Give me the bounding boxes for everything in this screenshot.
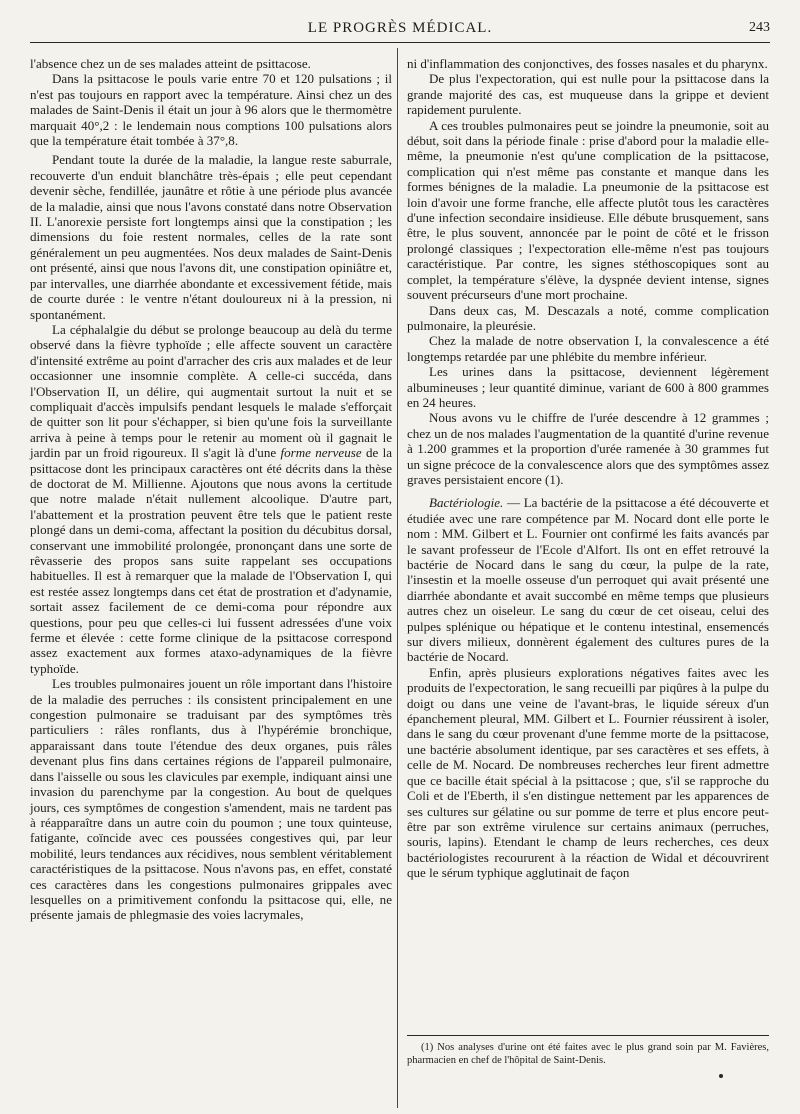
text-run: de la psittacose dont les principaux caractères ont été décrits dans la thèse de doctorat de M. Millienne. Ajoutons que nous avons la certitude que notre malade n'était nullement alcoolique. D'autre part, l'abattement et la prostration peuvent être tels que le patient reste plongé dans un demi-coma, affectant la position du décubitus dorsal, conservant une immobilité prolongée, prononçant dans une sorte de rêvasserie des propos sans suite rappelant ses occupations habituelles. Il est à remarquer que la malade de l'Observation I, qui est restée assez longtemps dans cet état de prostration et d'adynamie, sortait assez facilement de ce demi-coma pour répondre aux questions, pour peu que celles-ci lui fussent adressées d'une voix ferme et élevée : cette forme clinique de la psittacose correspond assez exactement aux formes ataxo-adynamiques de la fièvre typhoïde. — [30, 445, 392, 676]
header-rule — [30, 42, 770, 43]
italic-term: forme nerveuse — [280, 445, 362, 461]
paragraph: Nous avons vu le chiffre de l'urée descendre à 12 grammes ; chez un de nos malades l'augmentation de la quantité d'urine revenue à 1.200 grammes et la proportion d'urée ramenée à 30 grammes fut un signe précoce de la convalescence alors que des symptômes assez graves persistaient encore (1). — [407, 410, 769, 487]
paragraph: ni d'inflammation des conjonctives, des fosses nasales et du pharynx. — [407, 56, 768, 71]
footnote — [407, 1042, 769, 1067]
paragraph: Les urines dans la psittacose, deviennent légèrement albumineuses ; leur quantité diminue, variant de 600 à 800 grammes en 24 heures. — [407, 364, 769, 410]
footnote-text: (1) Nos analyses d'urine ont été faites avec le plus grand soin par M. Favières, pharmacien en chef de l'hôpital de Saint-Denis. — [407, 1042, 769, 1066]
column-divider — [397, 48, 398, 1108]
paragraph: Les troubles pulmonaires jouent un rôle important dans l'histoire de la maladie des perruches : ils consistent principalement en une congestion pulmonaire se traduisant par des symptômes très particuliers : râles ronflants, dus à l'hypérémie bronchique, apparaissant dans toute l'étendue des deux organes, puis râles devenant plus fins dans certaines régions de l'appareil pulmonaire, dans l'aisselle ou sous les clavicules par exemple, indiquant ainsi une invasion du parenchyme par la congestion. Au bout de quelques jours, ces symptômes de congestion s'amendent, mais ne tardent pas à réapparaître dans un autre coin du poumon ; une toux quinteuse, fatigante, coïncide avec ces poussées congestives qui, par leur mobilité, leurs tendances aux récidives, nous semblent véritablement caractéristiques de la psittacose. Nous n'avons pas, en effet, constaté ces caractères dans les congestions pulmonaires grippales avec lesquelles on a primitivement confondu la psittacose qui, elle, ne présente jamais de phlegmasie des voies lacrymales, — [30, 676, 392, 923]
paragraph: Chez la malade de notre observation I, la convalescence a été longtemps retardée par une phlébite du membre inférieur. — [407, 333, 769, 364]
text-run: La céphalalgie du début se prolonge beaucoup au delà du terme observé dans la fièvre typhoïde ; elle affecte souvent un caractère d'intensité extrême au point d'arracher des cris aux malades et de leur occasionner une insomnie complète. A celle-ci succéda, dans l'Observation II, un délire, qui augmentait surtout la nuit et se compliquait d'accès impulsifs pendant lesquels le malade s'efforçait de quitter son lit pour s'échapper, si bien qu'une fois la surveillante arriva à peine à temps pour le retenir au moment où il gagnait le jardin par un froid rigoureux. Il s'agit là d'une — [30, 321, 392, 461]
left-column — [30, 56, 392, 923]
paragraph: De plus l'expectoration, qui est nulle pour la psittacose dans la grande majorité des cas, est muqueuse dans la grippe et devient rapidement purulente. — [407, 71, 769, 118]
paragraph: Enfin, après plusieurs explorations négatives faites avec les produits de l'expectoration, le sang recueilli par piqûres à la pulpe du doigt ou dans une veine de l'avant-bras, le liquide séreux d'un épanchement pleural, MM. Gilbert et L. Fournier réussirent à isoler, dans le sang du cœur provenant d'une femme morte de la psittacose, une bactérie absolument identique, par ses caractères et ses effets, à celle de M. Nocard. De nombreuses recherches leur firent admettre que ce bacille était spécial à la psittacose ; que, s'il se rapproche du Coli et de l'Eberth, il s'en distingue nettement par les apparences de ses cultures sur gélatine ou sur pomme de terre et plus encore peut-être par son extrême virulence sur certains animaux (perruches, souris, lapins). Etendant le champ de leurs recherches, ces deux bactériologistes recoururent à la réaction de Widal et découvrirent que le sérum typhique agglutinait de façon — [407, 664, 769, 881]
paragraph: A ces troubles pulmonaires peut se joindre la pneumonie, soit au début, soit dans la période finale : prise d'abord pour la maladie elle-même, la pneumonie n'est qu'une complication de la psittacose, complication qui n'est même pas constante et manque dans les formes bénignes de la maladie. La pneumonie de la psittacose est loin d'avoir une forme franche, elle affecte plutôt tous les caractères d'une infection secondaire insidieuse. Elle débute brusquement, sans être, le plus souvent, annoncée par le point de côté et le frisson prolongé classiques ; l'expectoration elle-même n'est pas toujours caractéristique. Par contre, les signes stéthoscopiques sont au complet, la température s'élève, la dyspnée devient intense, signes souvent précurseurs d'une mort prochaine. — [407, 117, 769, 303]
ink-dot — [719, 1074, 723, 1078]
text-run: — La bactérie de la psittacose a été découverte et étudiée avec une rare compétence par M. Nocard dont elle porte le nom : MM. Gilbert et L. Fournier ont confirmé les faits avancés par le savant professeur de l'Ecole d'Alfort. Ils ont en effet retrouvé la bactérie de Nocard dans le sang du cœur, la pulpe de la rate, l'insestin et la moelle osseuse d'un perroquet qui avait présenté une diarrhée abondante et avait succombé en même temps que plusieurs autres chez un oiseleur. Le sang du cœur de cet oiseau, celui des pulpes splénique ou hépatique et le contenu intestinal, ensemencés sur divers milieux, donnèrent également des cultures pures de la bactérie de Nocard. — [407, 495, 769, 665]
journal-title: LE PROGRÈS MÉDICAL. — [307, 20, 493, 36]
paragraph: l'absence chez un de ses malades atteint de psittacose. — [30, 56, 311, 71]
footnote-rule — [407, 1035, 769, 1036]
paragraph: Dans la psittacose le pouls varie entre 70 et 120 pulsations ; il n'est pas toujours en rapport avec la température. Ainsi chez un des malades de Saint-Denis il était un jour à 96 alors que le thermomètre marquait 40°,2 : le lendemain nous comptions 100 pulsations alors que la température était tombée à 37°,8. — [30, 71, 392, 149]
paragraph — [407, 495, 769, 664]
running-header — [30, 20, 770, 40]
section-heading: Bactériologie. — [429, 495, 504, 511]
right-column — [407, 56, 769, 881]
page-number: 243 — [749, 20, 770, 35]
paragraph: Pendant toute la durée de la maladie, la langue reste saburrale, recouverte d'un enduit blanchâtre très-épais ; elle peut cependant devenir sèche, fendillée, jaunâtre et rôtie à une période plus avancée de la maladie, ainsi que nous l'avons constaté dans notre Observation II. L'anorexie persiste fort longtemps ainsi que la constipation ; les dimensions du foie restent normales, celles de la rate sont généralement un peu augmentées. Nos deux malades de Saint-Denis ont présenté, ainsi que nous l'avons dit, une constipation opiniâtre et, par intervalles, une diarrhée abondante et excessivement fétide, mais de courte durée : le ventre n'étant douloureux ni à la pression, ni spontanément. — [30, 152, 392, 322]
paragraph: Dans deux cas, M. Descazals a noté, comme complication pulmonaire, la pleurésie. — [407, 302, 769, 333]
paragraph — [30, 322, 392, 676]
